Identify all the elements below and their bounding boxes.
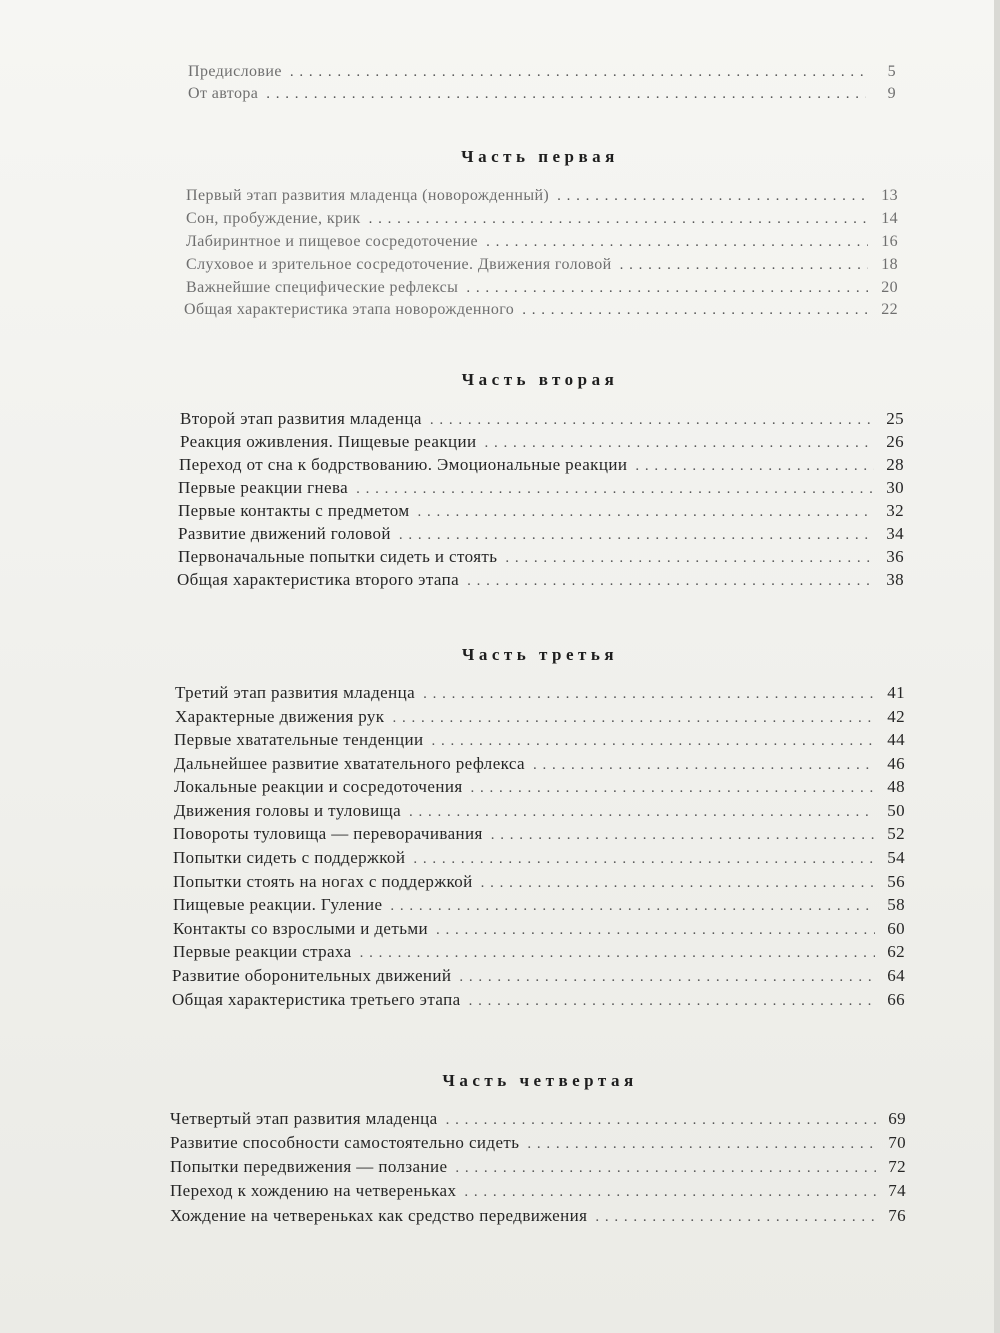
dot-leader: [399, 524, 874, 546]
toc-entry-title: Четвертый этап развития младенца: [170, 1109, 438, 1128]
dot-leader: [467, 570, 874, 592]
toc-entry-page: 32: [886, 501, 904, 520]
dot-leader: [360, 942, 875, 964]
toc-entry-page: 38: [886, 570, 904, 589]
toc-entry-title: Слуховое и зрительное сосредоточение. Движения головой: [186, 256, 612, 273]
toc-entry-page: 25: [886, 409, 904, 428]
toc-entry-title: Предисловие: [188, 63, 282, 80]
dot-leader: [392, 707, 875, 729]
toc-entry[interactable]: [184, 299, 898, 321]
toc-entry-page: 5: [887, 63, 896, 80]
toc-entry-title: Второй этап развития младенца: [180, 409, 422, 428]
dot-leader: [471, 777, 875, 799]
toc-entry-page: 64: [887, 966, 905, 985]
toc-entry-title: Первые контакты с предметом: [178, 501, 410, 520]
dot-leader: [635, 455, 874, 477]
dot-leader: [459, 966, 875, 988]
toc-entry-page: 50: [887, 801, 905, 820]
toc-entry-page: 46: [887, 754, 905, 773]
toc-entry[interactable]: [186, 208, 898, 230]
toc-entry-title: От автора: [188, 85, 259, 102]
toc-entry-page: 36: [886, 547, 904, 566]
dot-leader: [455, 1157, 876, 1179]
toc-entry-title: Пищевые реакции. Гуление: [173, 895, 383, 914]
toc-entry-title: Общая характеристика третьего этапа: [172, 990, 461, 1009]
toc-entry-title: Развитие оборонительных движений: [172, 966, 452, 985]
toc-entry-title: Попытки передвижения — ползание: [170, 1157, 448, 1176]
dot-leader: [505, 547, 874, 569]
toc-entry-page: 28: [886, 455, 904, 474]
dot-leader: [413, 848, 875, 870]
toc-entry-preface[interactable]: [188, 61, 896, 83]
part-heading: Часть третья: [461, 645, 619, 664]
toc-entry-page: 76: [888, 1206, 906, 1225]
dot-leader: [527, 1133, 876, 1155]
toc-entry[interactable]: [178, 500, 904, 523]
dot-leader: [266, 83, 866, 105]
toc-entry-page: 72: [888, 1157, 906, 1176]
part-heading: Часть первая: [461, 147, 619, 166]
toc-entry-title: Первые реакции гнева: [178, 478, 349, 497]
toc-entry-page: 16: [881, 233, 898, 250]
toc-entry[interactable]: [174, 800, 905, 823]
dot-leader: [430, 409, 874, 431]
toc-entry[interactable]: [173, 894, 905, 917]
toc-entry[interactable]: [186, 185, 898, 207]
toc-entry[interactable]: [178, 477, 904, 500]
dot-leader: [620, 254, 868, 276]
toc-entry-page: 9: [887, 85, 896, 102]
toc-entry[interactable]: [173, 918, 905, 941]
toc-entry-page: 42: [887, 707, 905, 726]
toc-entry-page: 14: [881, 210, 898, 227]
toc-entry[interactable]: [174, 776, 905, 799]
dot-leader: [418, 501, 875, 523]
dot-leader: [290, 61, 866, 83]
toc-entry[interactable]: [173, 823, 905, 846]
dot-leader: [595, 1206, 876, 1228]
toc-entry-page: 26: [886, 432, 904, 451]
toc-entry-page: 41: [887, 683, 905, 702]
toc-entry[interactable]: [173, 941, 905, 964]
dot-leader: [491, 824, 875, 846]
toc-entry-page: 62: [887, 942, 905, 961]
toc-entry[interactable]: [177, 569, 904, 592]
dot-leader: [409, 801, 875, 823]
toc-entry-title: Переход от сна к бодрствованию. Эмоциональные реакции: [179, 455, 628, 474]
dot-leader: [481, 872, 875, 894]
dot-leader: [466, 277, 868, 299]
dot-leader: [522, 299, 868, 321]
dot-leader: [485, 432, 874, 454]
toc-entry[interactable]: [178, 523, 904, 546]
toc-entry-title: Лабиринтное и пищевое сосредоточение: [186, 233, 479, 250]
toc-entry-page: 44: [887, 730, 905, 749]
toc-entry[interactable]: [170, 1108, 906, 1131]
dot-leader: [436, 919, 875, 941]
dot-leader: [390, 895, 875, 917]
toc-entry[interactable]: [174, 729, 905, 752]
dot-leader: [446, 1109, 876, 1131]
toc-entry-title: Сон, пробуждение, крик: [186, 210, 361, 227]
toc-entry[interactable]: [172, 965, 905, 988]
toc-entry-page: 66: [887, 990, 905, 1009]
toc-entry-title: Дальнейшее развитие хватательного рефлекса: [174, 754, 525, 773]
toc-entry[interactable]: [172, 989, 905, 1012]
toc-entry-title: Движения головы и туловища: [174, 801, 402, 820]
toc-entry-from-author[interactable]: [188, 83, 896, 105]
toc-entry[interactable]: [175, 682, 905, 705]
toc-entry-page: 18: [881, 256, 898, 273]
part-heading: Часть вторая: [461, 370, 619, 389]
toc-entry-title: Общая характеристика второго этапа: [177, 570, 460, 589]
toc-entry-title: Общая характеристика этапа новорожденного: [184, 301, 515, 318]
toc-entry-page: 54: [887, 848, 905, 867]
toc-entry-title: Развитие способности самостоятельно сидеть: [170, 1133, 520, 1152]
part-heading: Часть четвертая: [442, 1071, 638, 1090]
toc-entry-title: Попытки стоять на ногах с поддержкой: [173, 872, 473, 891]
toc-entry[interactable]: [186, 254, 898, 276]
toc-entry[interactable]: [180, 431, 904, 454]
dot-leader: [464, 1181, 876, 1203]
toc-entry[interactable]: [173, 871, 905, 894]
toc-entry-page: 58: [887, 895, 905, 914]
toc-entry[interactable]: [170, 1205, 906, 1228]
toc-entry-page: 70: [888, 1133, 906, 1152]
toc-entry[interactable]: [186, 231, 898, 253]
toc-entry-title: Развитие движений головой: [178, 524, 391, 543]
toc-entry-page: 74: [888, 1181, 906, 1200]
toc-entry-page: 34: [886, 524, 904, 543]
dot-leader: [356, 478, 874, 500]
dot-leader: [557, 185, 868, 207]
toc-entry[interactable]: [180, 408, 904, 431]
toc-entry-title: Первые реакции страха: [173, 942, 352, 961]
toc-entry[interactable]: [170, 1180, 906, 1203]
toc-entry[interactable]: [170, 1132, 906, 1155]
toc-entry-page: 22: [881, 301, 898, 318]
toc-entry-title: Реакция оживления. Пищевые реакции: [180, 432, 477, 451]
toc-entry-page: 13: [881, 187, 898, 204]
toc-entry-page: 56: [887, 872, 905, 891]
toc-entry-title: Характерные движения рук: [175, 707, 385, 726]
toc-entry-page: 30: [886, 478, 904, 497]
toc-entry-title: Переход к хождению на четвереньках: [170, 1181, 457, 1200]
toc-entry-title: Хождение на четвереньках как средство передвижения: [170, 1206, 588, 1225]
toc-entry-title: Контакты со взрослыми и детьми: [173, 919, 429, 938]
toc-entry[interactable]: [174, 753, 905, 776]
toc-entry-title: Повороты туловища — переворачивания: [173, 824, 483, 843]
dot-leader: [469, 990, 875, 1012]
toc-entry-title: Локальные реакции и сосредоточения: [174, 777, 463, 796]
toc-entry[interactable]: [170, 1156, 906, 1179]
toc-entry[interactable]: [175, 706, 905, 729]
toc-entry-page: 52: [887, 824, 905, 843]
toc-entry[interactable]: [179, 454, 904, 477]
dot-leader: [533, 754, 875, 776]
toc-entry-title: Третий этап развития младенца: [175, 683, 416, 702]
toc-entry-title: Первоначальные попытки сидеть и стоять: [178, 547, 498, 566]
toc-entry-title: Важнейшие специфические рефлексы: [186, 279, 459, 296]
toc-entry-title: Первый этап развития младенца (новорожденный): [186, 187, 550, 204]
dot-leader: [369, 208, 868, 230]
toc-entry[interactable]: [173, 847, 905, 870]
toc-entry-page: 20: [881, 279, 898, 296]
toc-entry-page: 69: [888, 1109, 906, 1128]
toc-entry-title: Первые хватательные тенденции: [174, 730, 424, 749]
toc-entry[interactable]: [178, 546, 904, 569]
dot-leader: [432, 730, 875, 752]
dot-leader: [423, 683, 875, 705]
toc-entry[interactable]: [186, 277, 898, 299]
toc-entry-page: 48: [887, 777, 905, 796]
toc-entry-title: Попытки сидеть с поддержкой: [173, 848, 406, 867]
dot-leader: [486, 231, 868, 253]
toc-entry-page: 60: [887, 919, 905, 938]
